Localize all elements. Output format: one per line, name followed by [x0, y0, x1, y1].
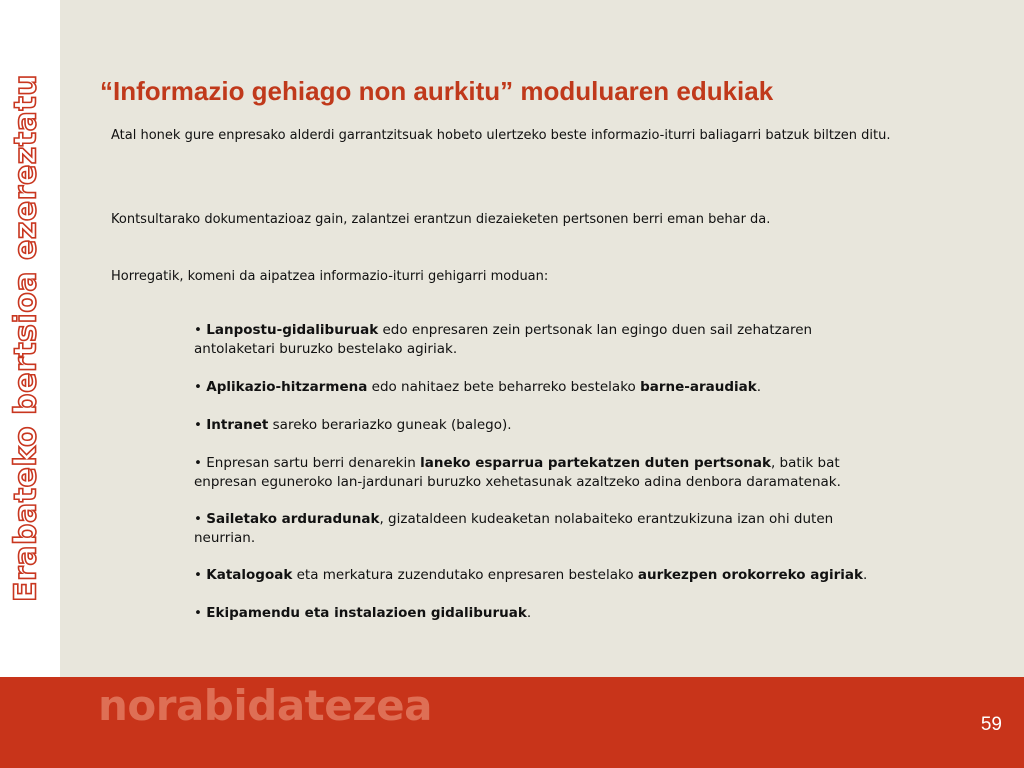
- slide-title: “Informazio gehiago non aurkitu” moduluaren edukiak: [100, 76, 774, 106]
- intro-paragraph: Atal honek gure enpresako alderdi garrantzitsuak hobeto ulertzeko beste informazio-iturri baliagarri batzuk biltzen ditu.: [111, 128, 891, 143]
- slide-content: [60, 0, 1024, 677]
- bullet-bold: Ekipamendu eta instalazioen gidaliburuak: [206, 605, 527, 621]
- list-item: [194, 454, 874, 492]
- bullet-bold: laneko esparrua partekatzen duten pertsonak: [420, 455, 771, 471]
- bullet-text: sareko berariazko guneak (balego).: [268, 417, 512, 433]
- sources-lead-paragraph: Horregatik, komeni da aipatzea informazio-iturri gehigarri moduan:: [111, 269, 549, 284]
- list-item: [194, 510, 874, 548]
- bullet-text: , gizataldeen kudeaketan nolabaiteko erantzukizuna izan ohi duten neurrian.: [194, 511, 834, 546]
- bullet-bold-secondary: aurkezpen orokorreko agiriak: [637, 567, 863, 583]
- bullet-icon: •: [194, 605, 202, 621]
- bullet-end: .: [756, 379, 762, 395]
- bullet-icon: •: [194, 455, 202, 471]
- bullet-prefix: Enpresan sartu berri denarekin: [206, 455, 421, 471]
- bullet-end: .: [526, 605, 532, 621]
- bullet-bold: Aplikazio-hitzarmena: [206, 379, 368, 395]
- bullet-text: , batik bat enpresan eguneroko lan-jardunari buruzko xehetasunak azaltzeko adina denbora daramatenak.: [194, 455, 841, 490]
- vertical-watermark-title: Erabateko bertsioa ezereztatu: [8, 73, 44, 603]
- bullet-icon: •: [194, 417, 202, 433]
- bullet-icon: •: [194, 567, 202, 583]
- bullet-icon: •: [194, 322, 202, 338]
- bullet-end: .: [862, 567, 868, 583]
- bullet-icon: •: [194, 511, 202, 527]
- bullet-icon: •: [194, 379, 202, 395]
- bullet-bold-secondary: barne-araudiak: [640, 379, 757, 395]
- list-item: [194, 566, 874, 585]
- bullet-bold: Intranet: [206, 417, 269, 433]
- sidebar: [0, 0, 60, 677]
- list-item: [194, 321, 874, 359]
- footer-bar: [0, 677, 1024, 768]
- bullet-text: eta merkatura zuzendutako enpresaren bestelako: [292, 567, 638, 583]
- list-item: [194, 604, 874, 623]
- bullet-text: edo nahitaez bete beharreko bestelako: [367, 379, 641, 395]
- bullet-bold: Lanpostu-gidaliburuak: [206, 322, 379, 338]
- list-item: [194, 416, 874, 435]
- list-item: [194, 378, 874, 397]
- page-number: 59: [980, 714, 1002, 735]
- documentation-paragraph: Kontsultarako dokumentazioaz gain, zalantzei erantzun diezaieketen pertsonen berri eman behar da.: [111, 212, 771, 227]
- bullet-text: edo enpresaren zein pertsonak lan egingo duen sail zehatzaren antolaketari buruzko bestelako agiriak.: [194, 322, 813, 357]
- bullet-bold: Katalogoak: [206, 567, 293, 583]
- bullet-bold: Sailetako arduradunak: [206, 511, 380, 527]
- brand-logo-text: norabidatezea: [98, 681, 433, 730]
